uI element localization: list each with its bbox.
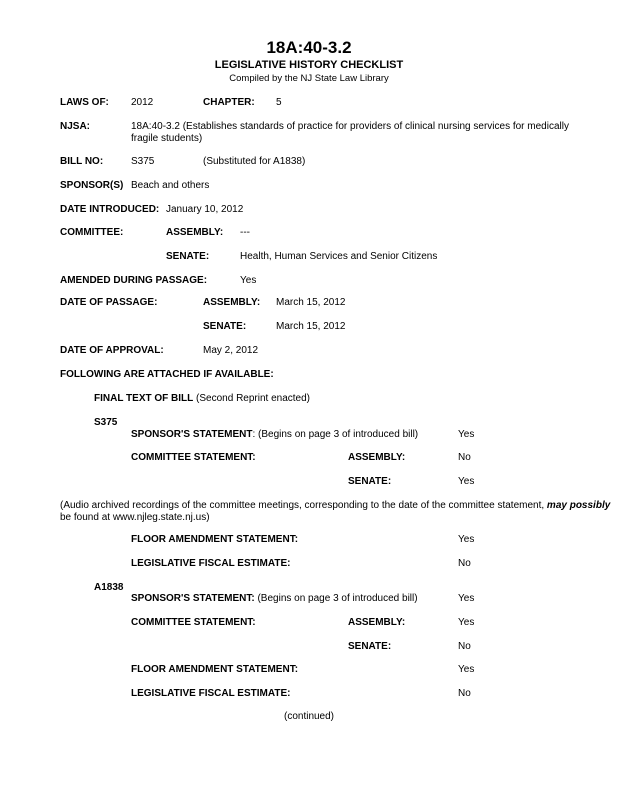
date-of-approval-value: May 2, 2012 — [203, 345, 259, 356]
date-introduced-value: January 10, 2012 — [166, 204, 244, 215]
a1838-committee-assembly-label: ASSEMBLY: — [348, 617, 406, 628]
audio-note-line-2: be found at www.njleg.state.nj.us) — [60, 512, 210, 523]
s375-sponsor-statement-label: SPONSOR'S STATEMENT — [131, 429, 253, 440]
bill-no-label: BILL NO: — [60, 156, 104, 167]
a1838-bill-label: A1838 — [94, 582, 124, 593]
committee-assembly-label: ASSEMBLY: — [166, 227, 224, 238]
s375-committee-assembly-label: ASSEMBLY: — [348, 452, 406, 463]
s375-committee-senate-label: SENATE: — [348, 476, 392, 487]
s375-fiscal-estimate-label: LEGISLATIVE FISCAL ESTIMATE: — [131, 558, 291, 569]
a1838-sponsor-statement-note: (Begins on page 3 of introduced bill) — [257, 593, 418, 604]
date-of-passage-label: DATE OF PASSAGE: — [60, 297, 158, 308]
passage-senate-label: SENATE: — [203, 321, 247, 332]
audio-note-emphasis: may possibly — [546, 500, 611, 511]
s375-floor-amendment-value: Yes — [458, 534, 475, 545]
njsa-value: 18A:40-3.2 (Establishes standards of practice for providers of clinical nursing services for medically fragile students) — [131, 121, 569, 144]
compiled-by: Compiled by the NJ State Law Library — [229, 73, 389, 84]
committee-senate-label: SENATE: — [166, 251, 210, 262]
committee-senate-value: Health, Human Services and Senior Citizens — [240, 251, 438, 262]
chapter-label: CHAPTER: — [203, 97, 255, 108]
amended-value: Yes — [240, 275, 257, 286]
a1838-committee-senate-label: SENATE: — [348, 641, 392, 652]
a1838-fiscal-estimate-value: No — [458, 688, 471, 699]
a1838-sponsor-statement-value: Yes — [458, 593, 475, 604]
a1838-floor-amendment-label: FLOOR AMENDMENT STATEMENT: — [131, 664, 299, 675]
committee-assembly-value: --- — [240, 227, 250, 238]
bill-no-value: S375 — [131, 156, 155, 167]
s375-sponsor-statement-value: Yes — [458, 429, 475, 440]
s375-committee-senate-value: Yes — [458, 476, 475, 487]
audio-note-line-1 — [60, 500, 610, 512]
attached-heading: FOLLOWING ARE ATTACHED IF AVAILABLE: — [60, 369, 274, 380]
page-subtitle: LEGISLATIVE HISTORY CHECKLIST — [214, 59, 404, 71]
s375-sponsor-statement — [131, 429, 418, 441]
a1838-committee-senate-value: No — [458, 641, 471, 652]
a1838-sponsor-statement — [131, 593, 418, 605]
sponsors-value: Beach and others — [131, 180, 210, 191]
passage-assembly-label: ASSEMBLY: — [203, 297, 261, 308]
bill-no-note: (Substituted for A1838) — [203, 156, 306, 167]
continued-note: (continued) — [283, 711, 335, 722]
committee-label: COMMITTEE: — [60, 227, 124, 238]
final-text-note: (Second Reprint enacted) — [196, 393, 311, 404]
passage-assembly-value: March 15, 2012 — [276, 297, 346, 308]
passage-senate-value: March 15, 2012 — [276, 321, 346, 332]
s375-bill-label: S375 — [94, 417, 118, 428]
a1838-sponsor-statement-label: SPONSOR'S STATEMENT: — [131, 593, 255, 604]
laws-of-value: 2012 — [131, 97, 154, 108]
a1838-fiscal-estimate-label: LEGISLATIVE FISCAL ESTIMATE: — [131, 688, 291, 699]
a1838-committee-assembly-value: Yes — [458, 617, 475, 628]
final-text-label: FINAL TEXT OF BILL — [94, 393, 194, 404]
a1838-committee-statement-label: COMMITTEE STATEMENT: — [131, 617, 256, 628]
amended-label: AMENDED DURING PASSAGE: — [60, 275, 208, 286]
page-title: 18A:40-3.2 — [266, 38, 352, 57]
s375-sponsor-statement-note: : (Begins on page 3 of introduced bill) — [252, 429, 419, 440]
s375-committee-assembly-value: No — [458, 452, 471, 463]
sponsors-label: SPONSOR(S) — [60, 180, 124, 191]
s375-floor-amendment-label: FLOOR AMENDMENT STATEMENT: — [131, 534, 299, 545]
date-introduced-label: DATE INTRODUCED: — [60, 204, 160, 215]
chapter-value: 5 — [276, 97, 282, 108]
date-of-approval-label: DATE OF APPROVAL: — [60, 345, 164, 356]
a1838-floor-amendment-value: Yes — [458, 664, 475, 675]
laws-of-label: LAWS OF: — [60, 97, 109, 108]
final-text-row — [94, 393, 310, 405]
s375-fiscal-estimate-value: No — [458, 558, 471, 569]
s375-committee-statement-label: COMMITTEE STATEMENT: — [131, 452, 256, 463]
njsa-label: NJSA: — [60, 121, 91, 132]
audio-note-text: (Audio archived recordings of the committee meetings, corresponding to the date of the committee statement, — [60, 500, 547, 511]
